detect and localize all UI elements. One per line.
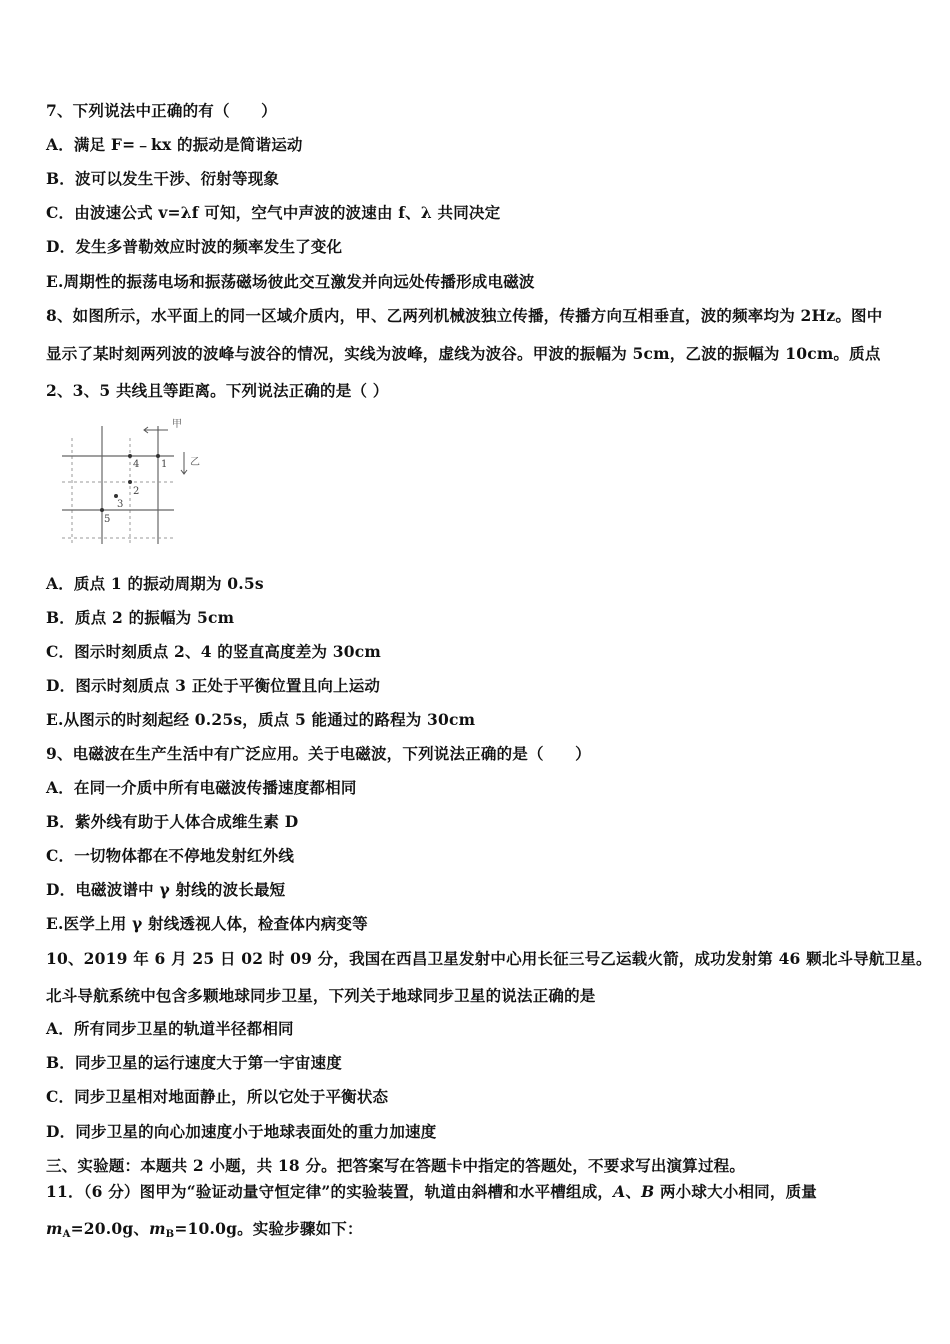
q8-option-a: A．质点 1 的振动周期为 0.5s <box>46 574 264 593</box>
ball-a-label: A <box>613 1182 626 1201</box>
q8-stem-line-3: 2、3、5 共线且等距离。下列说法正确的是（ ） <box>46 381 389 400</box>
q10-option-d: D．同步卫星的向心加速度小于地球表面处的重力加速度 <box>46 1122 437 1141</box>
jia-label: 甲 <box>172 419 182 430</box>
q7-option-c: C．由波速公式 v=λf 可知，空气中声波的波速由 f、λ 共同决定 <box>46 203 501 222</box>
q8-stem-line-1: 8、如图所示，水平面上的同一区域介质内，甲、乙两列机械波独立传播，传播方向互相垂直，波的频率均为 2Hz。图中 <box>46 306 883 325</box>
q9-option-d: D．电磁波谱中 γ 射线的波长最短 <box>46 880 286 899</box>
mass-value-a: =20.0g、 <box>70 1219 150 1238</box>
point-2-label: 2 <box>133 486 140 497</box>
point-1-label: 1 <box>161 459 168 470</box>
point-5-dot <box>100 508 104 512</box>
q8-option-d: D．图示时刻质点 3 正处于平衡位置且向上运动 <box>46 676 381 695</box>
q10-option-b: B．同步卫星的运行速度大于第一宇宙速度 <box>46 1053 342 1072</box>
q9-option-b: B．紫外线有助于人体合成维生素 D <box>46 812 299 831</box>
point-5-label: 5 <box>104 514 111 525</box>
q7-option-d: D．发生多普勒效应时波的频率发生了变化 <box>46 237 343 256</box>
point-4-label: 4 <box>133 459 140 470</box>
point-1-dot <box>156 454 160 458</box>
q10-stem-line-2: 北斗导航系统中包含多颗地球同步卫星，下列关于地球同步卫星的说法正确的是 <box>46 986 596 1005</box>
q7-option-b: B．波可以发生干涉、衍射等现象 <box>46 169 280 188</box>
q8-option-e: E.从图示的时刻起经 0.25s，质点 5 能通过的路程为 30cm <box>46 710 476 729</box>
q8-option-c: C．图示时刻质点 2、4 的竖直高度差为 30cm <box>46 642 382 661</box>
mass-value-b: =10.0g。实验步骤如下： <box>174 1219 363 1238</box>
point-3-label: 3 <box>117 499 124 510</box>
q9-option-c: C．一切物体都在不停地发射红外线 <box>46 846 295 865</box>
q8-option-b: B．质点 2 的振幅为 5cm <box>46 608 235 627</box>
q11-line-1-prefix: 11．（6 分）图甲为“验证动量守恒定律”的实验装置，轨道由斜槽和水平槽组成， <box>46 1182 614 1201</box>
point-2-dot <box>128 480 132 484</box>
section-3-heading: 三、实验题：本题共 2 小题，共 18 分。把答案写在答题卡中指定的答题处，不要求写出演算过程。 <box>46 1156 746 1175</box>
q10-option-a: A．所有同步卫星的轨道半径都相同 <box>46 1019 294 1038</box>
q11-line-1-suffix: 两小球大小相同，质量 <box>654 1182 817 1201</box>
q9-option-a: A．在同一介质中所有电磁波传播速度都相同 <box>46 778 357 797</box>
q10-stem-line-1: 10、2019 年 6 月 25 日 02 时 09 分，我国在西昌卫星发射中心用长征三号乙运载火箭，成功发射第 46 颗北斗导航卫星。 <box>46 949 932 968</box>
q11-line-1 <box>46 1182 817 1202</box>
q8-stem-line-2: 显示了某时刻两列波的波峰与波谷的情况，实线为波峰，虚线为波谷。甲波的振幅为 5cm，乙波的振幅为 10cm。质点 <box>46 344 881 363</box>
q10-option-c: C．同步卫星相对地面静止，所以它处于平衡状态 <box>46 1087 389 1106</box>
ball-b-label: B <box>641 1182 655 1201</box>
mass-subscript-a: A <box>62 1229 71 1240</box>
point-4-dot <box>128 454 132 458</box>
q11-line-2 <box>46 1219 363 1245</box>
ball-separator: 、 <box>625 1182 642 1201</box>
q9-stem: 9、电磁波在生产生活中有广泛应用。关于电磁波，下列说法正确的是（ ） <box>46 744 591 763</box>
q7-option-e: E.周期性的振荡电场和振荡磁场彼此交互激发并向远处传播形成电磁波 <box>46 272 535 291</box>
q7-stem: 7、下列说法中正确的有（ ） <box>46 101 277 120</box>
q9-option-e: E.医学上用 γ 射线透视人体，检查体内病变等 <box>46 914 368 933</box>
mass-symbol-b: m <box>149 1219 166 1238</box>
yi-label: 乙 <box>190 457 200 468</box>
point-3-dot <box>114 494 118 498</box>
mass-subscript-b: B <box>165 1229 175 1240</box>
q7-option-a: A．满足 F=﹣kx 的振动是简谐运动 <box>46 135 303 154</box>
mass-symbol-a: m <box>46 1219 63 1238</box>
wave-interference-figure <box>60 418 215 550</box>
